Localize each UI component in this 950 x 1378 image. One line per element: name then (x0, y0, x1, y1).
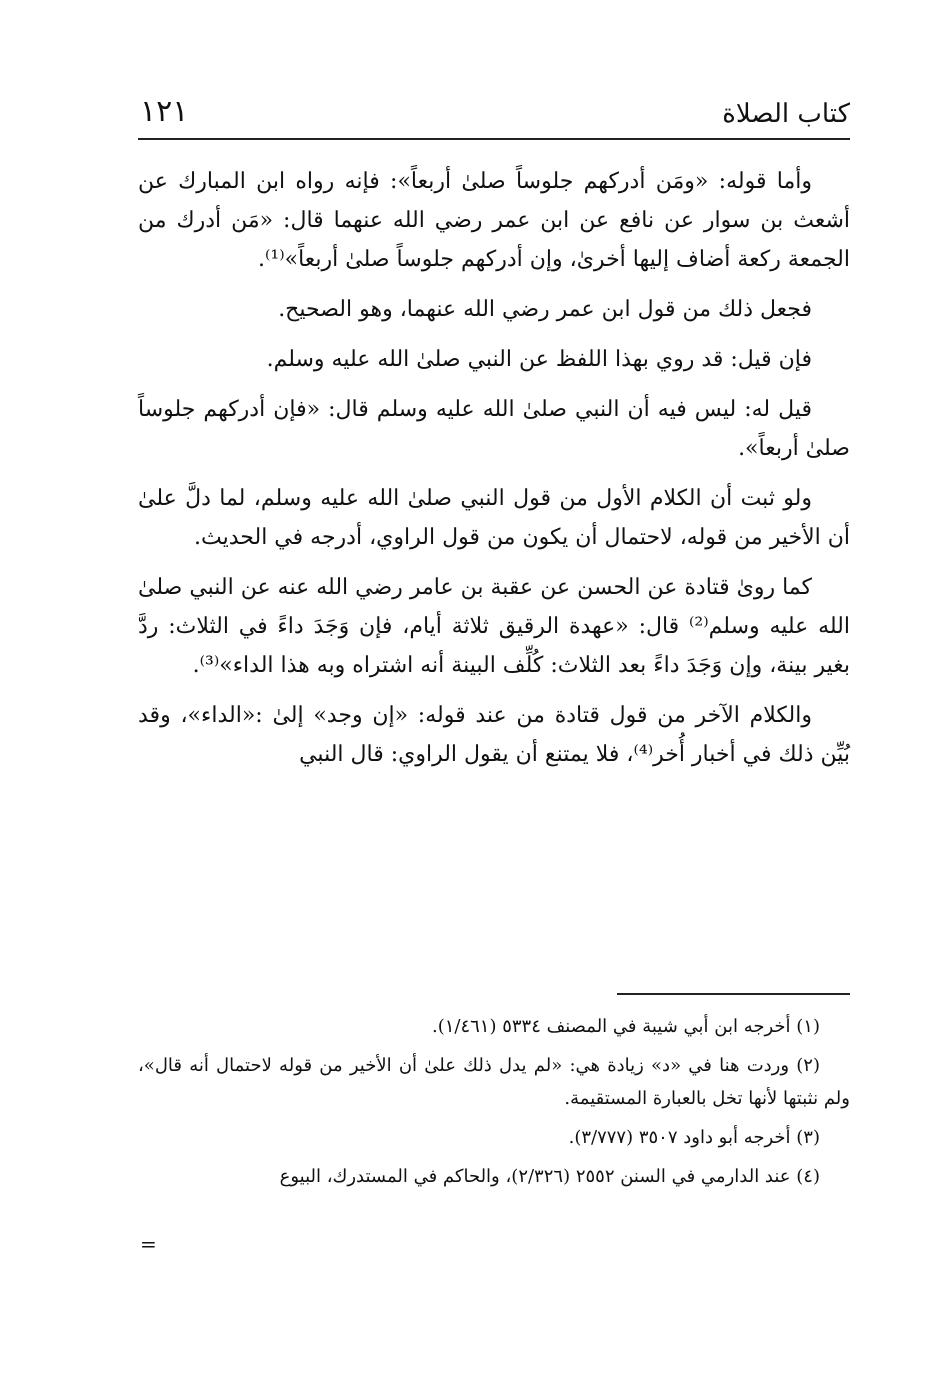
main-text (138, 162, 850, 785)
paragraph (138, 290, 850, 329)
paragraph (138, 568, 850, 685)
footnote-continuation-mark: = (140, 1232, 157, 1256)
chapter-title: كتاب الصلاة (722, 99, 850, 129)
footnote-text: (١) أخرجه ابن أبي شيبة في المصنف ٥٣٣٤ (١/٤٦١). (431, 1016, 820, 1037)
paragraph (138, 479, 850, 557)
footnote-divider (617, 993, 850, 995)
page-number: ١٢١ (140, 94, 189, 129)
paragraph-text: ولو ثبت أن الكلام الأول من قول النبي صلىٰ الله عليه وسلم، لما دلَّ علىٰ أن الأخير من قوله، لاحتمال أن يكون من قول الراوي، أدرجه في الحديث. (138, 486, 850, 550)
footnote (138, 1160, 850, 1193)
paragraph-text: فجعل ذلك من قول ابن عمر رضي الله عنهما، وهو الصحيح. (278, 297, 812, 322)
paragraph (138, 162, 850, 279)
footnotes (138, 1010, 850, 1199)
paragraph-text: قيل له: ليس فيه أن النبي صلىٰ الله عليه وسلم قال: «فإن أدركهم جلوساً صلىٰ أربعاً». (138, 397, 850, 461)
footnote-text: (٣) أخرجه أبو داود ٣٥٠٧ (٣/٧٧٧). (568, 1127, 820, 1148)
paragraph-text: والكلام الآخر من قول قتادة من عند قوله: «إن وجد» إلىٰ :«الداء»، وقد بُيِّن ذلك في أخبار أُخر⁽⁴⁾، فلا يمتنع أن يقول الراوي: قال النبي (138, 703, 850, 767)
paragraph-text: وأما قوله: «ومَن أدركهم جلوساً صلىٰ أربعاً»: فإنه رواه ابن المبارك عن أشعث بن سوار عن نافع عن ابن عمر رضي الله عنهما قال: «مَن أدرك من الجمعة ركعة أضاف إليها أخرىٰ، وإن أدركهم جلوساً صلىٰ أربعاً»⁽¹⁾. (138, 169, 850, 272)
footnote (138, 1049, 850, 1115)
footnote-text: (٤) عند الدارمي في السنن ٢٥٥٢ (٢/٣٢٦)، والحاكم في المستدرك، البيوع (279, 1166, 820, 1187)
paragraph (138, 696, 850, 774)
running-header (138, 92, 850, 140)
paragraph-text: كما روىٰ قتادة عن الحسن عن عقبة بن عامر رضي الله عنه عن النبي صلىٰ الله عليه وسلم⁽²⁾ قال: «عهدة الرقيق ثلاثة أيام، فإن وَجَدَ داءً في الثلاث: ردَّ بغير بينة، وإن وَجَدَ داءً بعد الثلاث: كُلِّف البينة أنه اشتراه وبه هذا الداء»⁽³⁾. (138, 575, 850, 678)
paragraph (138, 390, 850, 468)
paragraph (138, 340, 850, 379)
footnote (138, 1121, 850, 1154)
footnote-text: (٢) وردت هنا في «د» زيادة هي: «لم يدل ذلك علىٰ أن الأخير من قوله لاحتمال أنه قال»، ولم نثبتها لأنها تخل بالعبارة المستقيمة. (138, 1055, 850, 1109)
footnote (138, 1010, 850, 1043)
paragraph-text: فإن قيل: قد روي بهذا اللفظ عن النبي صلىٰ الله عليه وسلم. (266, 347, 812, 372)
